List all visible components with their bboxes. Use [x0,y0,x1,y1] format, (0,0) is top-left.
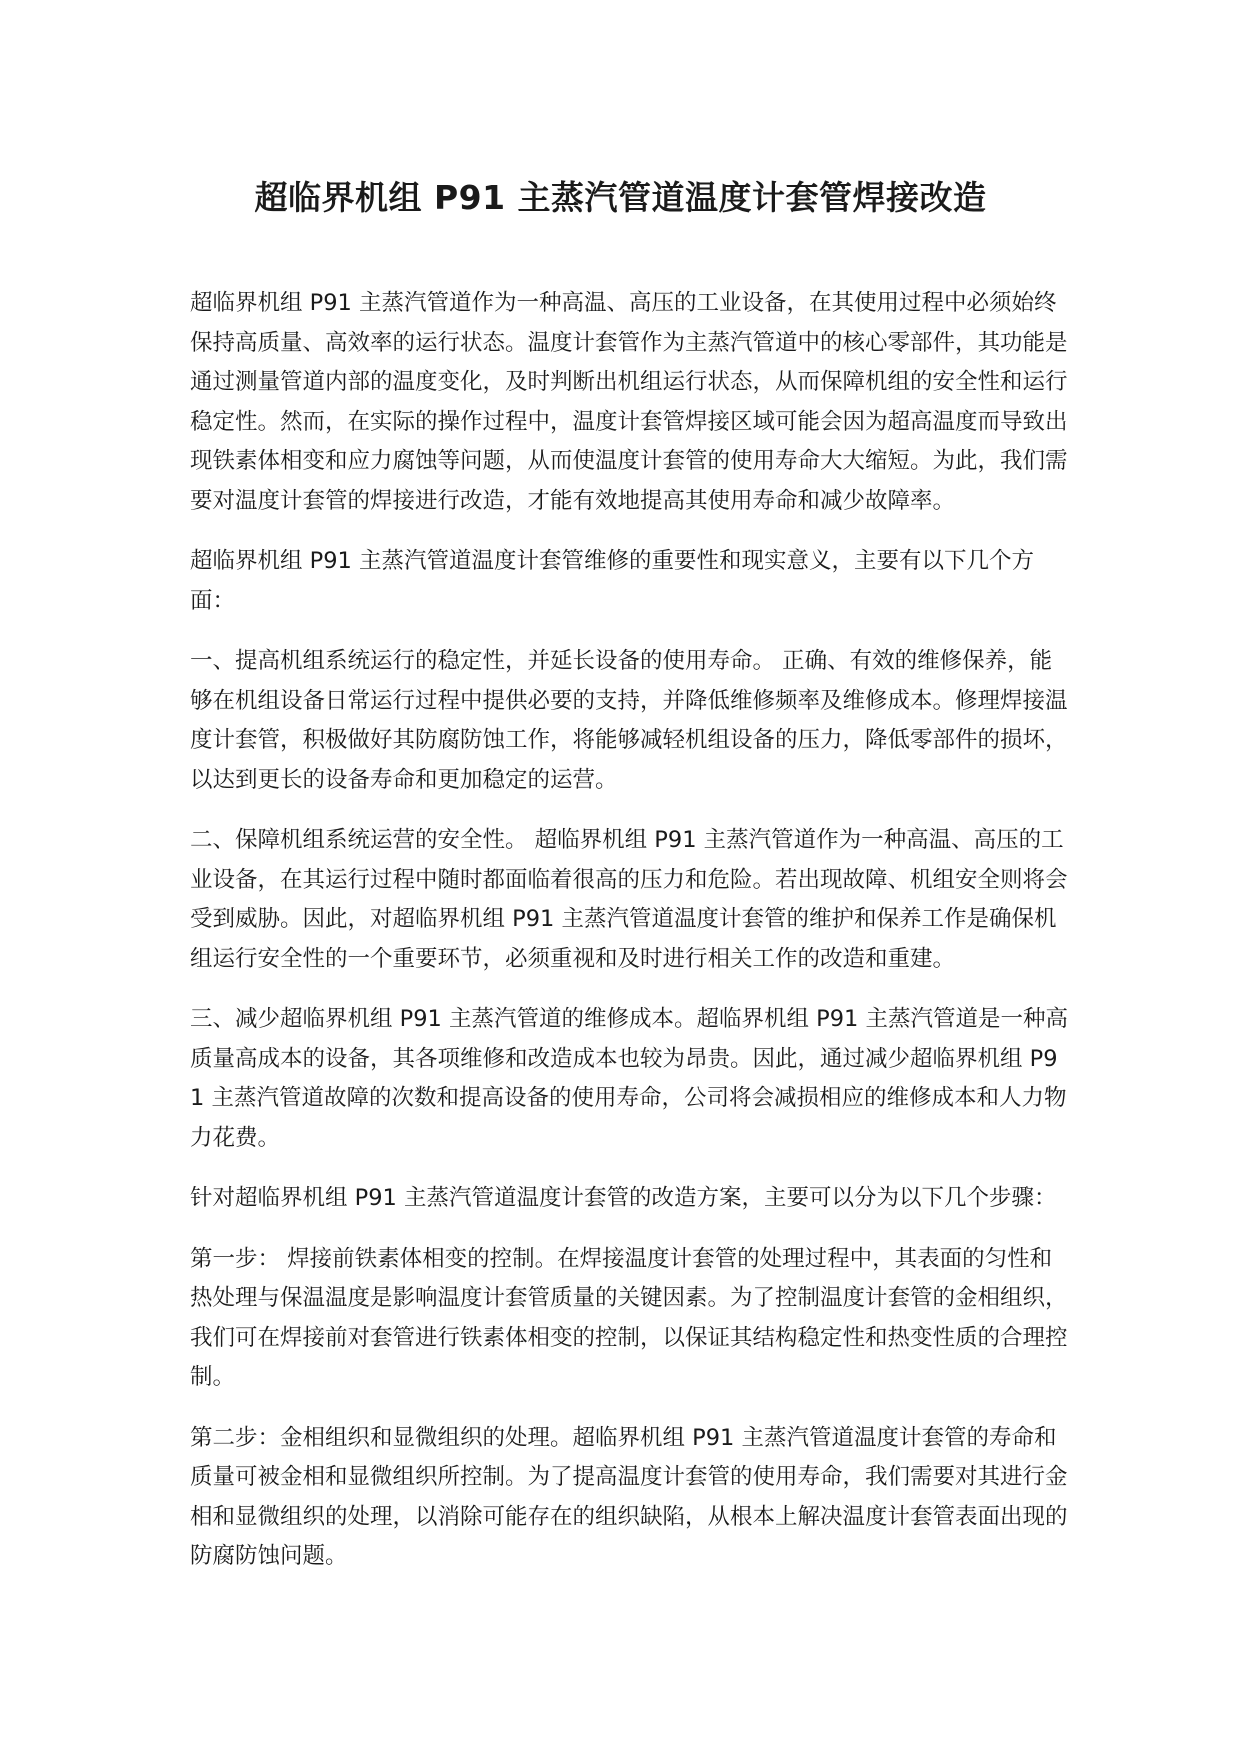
paragraph-point-2: 二、保障机组系统运营的安全性。 超临界机组 P91 主蒸汽管道作为一种高温、高压的工业设备，在其运行过程中随时都面临着很高的压力和危险。若出现故障、机组安全则将会受到威胁。因此，对超临界机组 P91 主蒸汽管道温度计套管的维护和保养工作是确保机组运行安全性的一个重要环节，必须重视和及时进行相关工作的改造和重建。 [190,827,1068,972]
document-body [190,284,1070,1598]
paragraph-significance-intro: 超临界机组 P91 主蒸汽管道温度计套管维修的重要性和现实意义，主要有以下几个方面： [190,548,1035,614]
paragraph-step-2: 第二步：金相组织和显微组织的处理。超临界机组 P91 主蒸汽管道温度计套管的寿命和质量可被金相和显微组织所控制。为了提高温度计套管的使用寿命，我们需要对其进行金相和显微组织的处理，以消除可能存在的组织缺陷，从根本上解决温度计套管表面出现的防腐防蚀问题。 [190,1424,1068,1569]
paragraph-plan-intro: 针对超临界机组 P91 主蒸汽管道温度计套管的改造方案，主要可以分为以下几个步骤： [190,1185,1057,1211]
document-title: 超临界机组 P91 主蒸汽管道温度计套管焊接改造 [254,178,987,217]
paragraph-step-1: 第一步： 焊接前铁素体相变的控制。在焊接温度计套管的处理过程中，其表面的匀性和热处理与保温温度是影响温度计套管质量的关键因素。为了控制温度计套管的金相组织，我们可在焊接前对套管进行铁素体相变的控制，以保证其结构稳定性和热变性质的合理控制。 [190,1245,1068,1390]
paragraph-intro: 超临界机组 P91 主蒸汽管道作为一种高温、高压的工业设备，在其使用过程中必须始终保持高质量、高效率的运行状态。温度计套管作为主蒸汽管道中的核心零部件，其功能是通过测量管道内部的温度变化，及时判断出机组运行状态，从而保障机组的安全性和运行稳定性。然而，在实际的操作过程中，温度计套管焊接区域可能会因为超高温度而导致出现铁素体相变和应力腐蚀等问题，从而使温度计套管的使用寿命大大缩短。为此，我们需要对温度计套管的焊接进行改造，才能有效地提高其使用寿命和减少故障率。 [190,290,1068,514]
paragraph-point-3: 三、减少超临界机组 P91 主蒸汽管道的维修成本。超临界机组 P91 主蒸汽管道是一种高质量高成本的设备，其各项维修和改造成本也较为昂贵。因此，通过减少超临界机组 P91 主蒸汽管道故障的次数和提高设备的使用寿命，公司将会减损相应的维修成本和人力物力花费。 [190,1006,1069,1151]
paragraph-point-1: 一、提高机组系统运行的稳定性，并延长设备的使用寿命。 正确、有效的维修保养，能够在机组设备日常运行过程中提供必要的支持，并降低维修频率及维修成本。修理焊接温度计套管，积极做好其防腐防蚀工作，将能够减轻机组设备的压力，降低零部件的损坏，以达到更长的设备寿命和更加稳定的运营。 [190,648,1068,793]
